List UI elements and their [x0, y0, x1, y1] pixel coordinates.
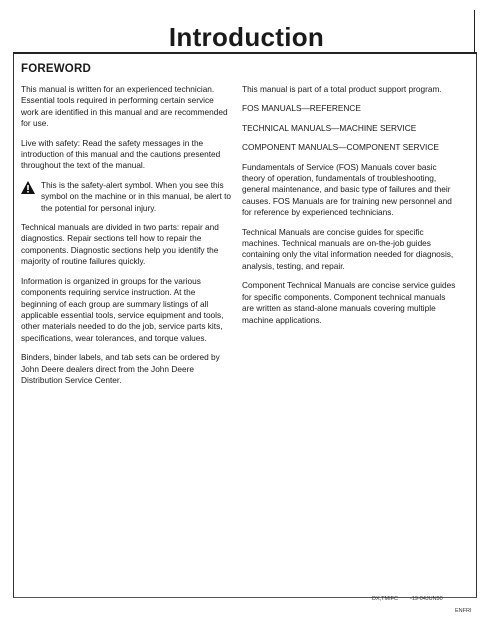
right-column: [242, 84, 456, 334]
page-number: ENFRI: [455, 608, 472, 614]
safety-alert-icon: [21, 181, 35, 194]
safety-alert-note: [21, 180, 233, 214]
paragraph: Information is organized in groups for the various components requiring service instruction. At the beginning of each group are summary listings of all applicable essential tools, service equipment and tools, other materials needed to do the job, service parts kits, specifications, wear tolerances, and torque values.: [21, 275, 224, 343]
footer-doc-code: DX,TMIFC: [372, 596, 398, 602]
right-margin-line: [474, 10, 475, 54]
section-heading: FOREWORD: [21, 63, 91, 75]
manual-type-reference: FOS MANUALS—REFERENCE: [242, 103, 361, 114]
left-column: [21, 84, 233, 394]
paragraph: Technical manuals are divided in two parts: repair and diagnostics. Repair sections tell how to repair the components. Diagnostic sections help you identify the majority of routine failures quickly.: [21, 222, 219, 267]
paragraph: Binders, binder labels, and tab sets can be ordered by John Deere dealers direct from the John Deere Distribution Service Center.: [21, 352, 220, 385]
paragraph: This manual is written for an experienced technician. Essential tools required in performing certain service work are identified in this manual and are recommended for use.: [21, 84, 228, 129]
page-title: Introduction: [168, 22, 325, 52]
paragraph: Technical Manuals are concise guides for specific machines. Technical manuals are on-the-job guides containing only the vital information needed for diagnosis, analysis, testing, and repair.: [242, 226, 454, 271]
manual-type-component: COMPONENT MANUALS—COMPONENT SERVICE: [242, 142, 439, 153]
paragraph: Component Technical Manuals are concise service guides for specific components. Component technical manuals are written as stand-alone manuals covering multiple machine applications.: [242, 280, 456, 325]
paragraph: Fundamentals of Service (FOS) Manuals cover basic theory of operation, fundamentals of troubleshooting, general maintenance, and basic type of failures and their causes. FOS Manuals are for training new personnel and for reference by experienced technicians.: [242, 161, 452, 218]
manual-type-machine: TECHNICAL MANUALS—MACHINE SERVICE: [242, 122, 417, 133]
safety-alert-text: This is the safety-alert symbol. When you see this symbol on the machine or in this manual, be alert to the potential for personal injury.: [41, 179, 232, 213]
paragraph: This manual is part of a total product support program.: [242, 84, 442, 94]
footer-date-code: -19-04JUN90: [410, 596, 443, 602]
paragraph: Live with safety: Read the safety messages in the introduction of this manual and the cautions presented throughout the text of the manual.: [21, 137, 221, 171]
